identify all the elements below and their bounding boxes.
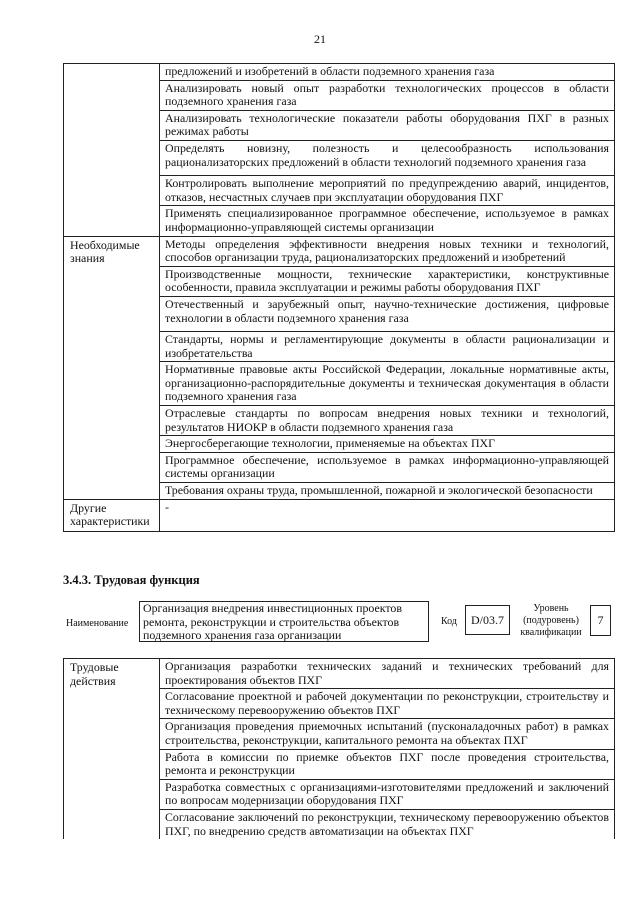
- row-label-other: Другие характеристики: [64, 499, 160, 531]
- table-cell: Определять новизну, полезность и целесообразность использования рационализаторских предложений в области технологий подземного хранения газа: [160, 140, 615, 175]
- name-label: Наименование: [66, 618, 129, 629]
- table-row: [64, 499, 615, 531]
- row-label-labor-actions: Трудовые действия: [64, 659, 160, 840]
- level-label: Уровень (подуровень) квалификации: [520, 603, 582, 638]
- table-cell: Анализировать новый опыт разработки технологических процессов в области подземного хранения газа: [160, 80, 615, 110]
- table-cell: -: [160, 499, 615, 531]
- table-cell: Организация проведения приемочных испытаний (пусконаладочных работ) в рамках строительства, реконструкции, капитального ремонта на объектах ПХГ: [160, 719, 615, 749]
- page-number: 21: [314, 32, 326, 46]
- table-row: [64, 659, 615, 689]
- table-cell: Требования охраны труда, промышленной, пожарной и экологической безопасности: [160, 483, 615, 500]
- table-row: [64, 236, 615, 266]
- table-cell: Энергосберегающие технологии, применяемые на объектах ПХГ: [160, 436, 615, 453]
- table-cell: Отечественный и зарубежный опыт, научно-технические достижения, цифровые технологии в области подземного хранения газа: [160, 296, 615, 331]
- row-label-knowledge: Необходимые знания: [64, 236, 160, 499]
- code-label: Код: [441, 616, 457, 627]
- table-cell: Согласование проектной и рабочей документации по реконструкции, строительству и техническому перевооружению объектов ПХГ: [160, 689, 615, 719]
- table-cell: Разработка совместных с организациями-изготовителями предложений и заключений по вопросам модернизации оборудования ПХГ: [160, 779, 615, 809]
- table-cell: Анализировать технологические показатели работы оборудования ПХГ в разных режимах работы: [160, 110, 615, 140]
- continued-requirements-table: [63, 63, 615, 532]
- table-cell: Отраслевые стандарты по вопросам внедрения новых техники и технологий, результатов НИОКР в области подземного хранения газа: [160, 406, 615, 436]
- row-label-empty: [64, 64, 160, 237]
- table-cell: Согласование заключений по реконструкции, техническому перевооружению объектов ПХГ, по внедрению средств автоматизации на объектах ПХГ: [160, 809, 615, 839]
- table-cell: Организация разработки технических заданий и технических требований для проектирования объектов ПХГ: [160, 659, 615, 689]
- table-cell: Производственные мощности, технические характеристики, конструктивные особенности, правила эксплуатации и режимы работы оборудования ПХГ: [160, 266, 615, 296]
- section-heading: 3.4.3. Трудовая функция: [63, 573, 200, 587]
- table-cell: Нормативные правовые акты Российской Федерации, локальные нормативные акты, организационно-распорядительные документы и техническая документация в области подземного хранения газа: [160, 362, 615, 406]
- table-cell: предложений и изобретений в области подземного хранения газа: [160, 64, 615, 81]
- table-cell: Программное обеспечение, используемое в рамках информационно-управляющей системы организации: [160, 452, 615, 482]
- function-name-box: Организация внедрения инвестиционных проектов ремонта, реконструкции и строительства объектов подземного хранения газа организации: [139, 601, 429, 642]
- table-cell: Контролировать выполнение мероприятий по предупреждению аварий, инцидентов, отказов, несчастных случаев при эксплуатации оборудования ПХГ: [160, 176, 615, 206]
- function-code-box: D/03.7: [465, 605, 510, 635]
- table-cell: Методы определения эффективности внедрения новых техники и технологий, способов организации труда, рационализаторских предложений и изобретений: [160, 236, 615, 266]
- table-cell: Применять специализированное программное обеспечение, используемое в рамках информационно-управляющей системы организации: [160, 206, 615, 236]
- table-cell: Работа в комиссии по приемке объектов ПХГ после проведения строительства, ремонта и реконструкции: [160, 749, 615, 779]
- table-cell: Стандарты, нормы и регламентирующие документы в области рационализации и изобретательства: [160, 332, 615, 362]
- qualification-level-box: 7: [590, 605, 611, 636]
- labor-actions-table: [63, 658, 615, 839]
- table-row: [64, 64, 615, 81]
